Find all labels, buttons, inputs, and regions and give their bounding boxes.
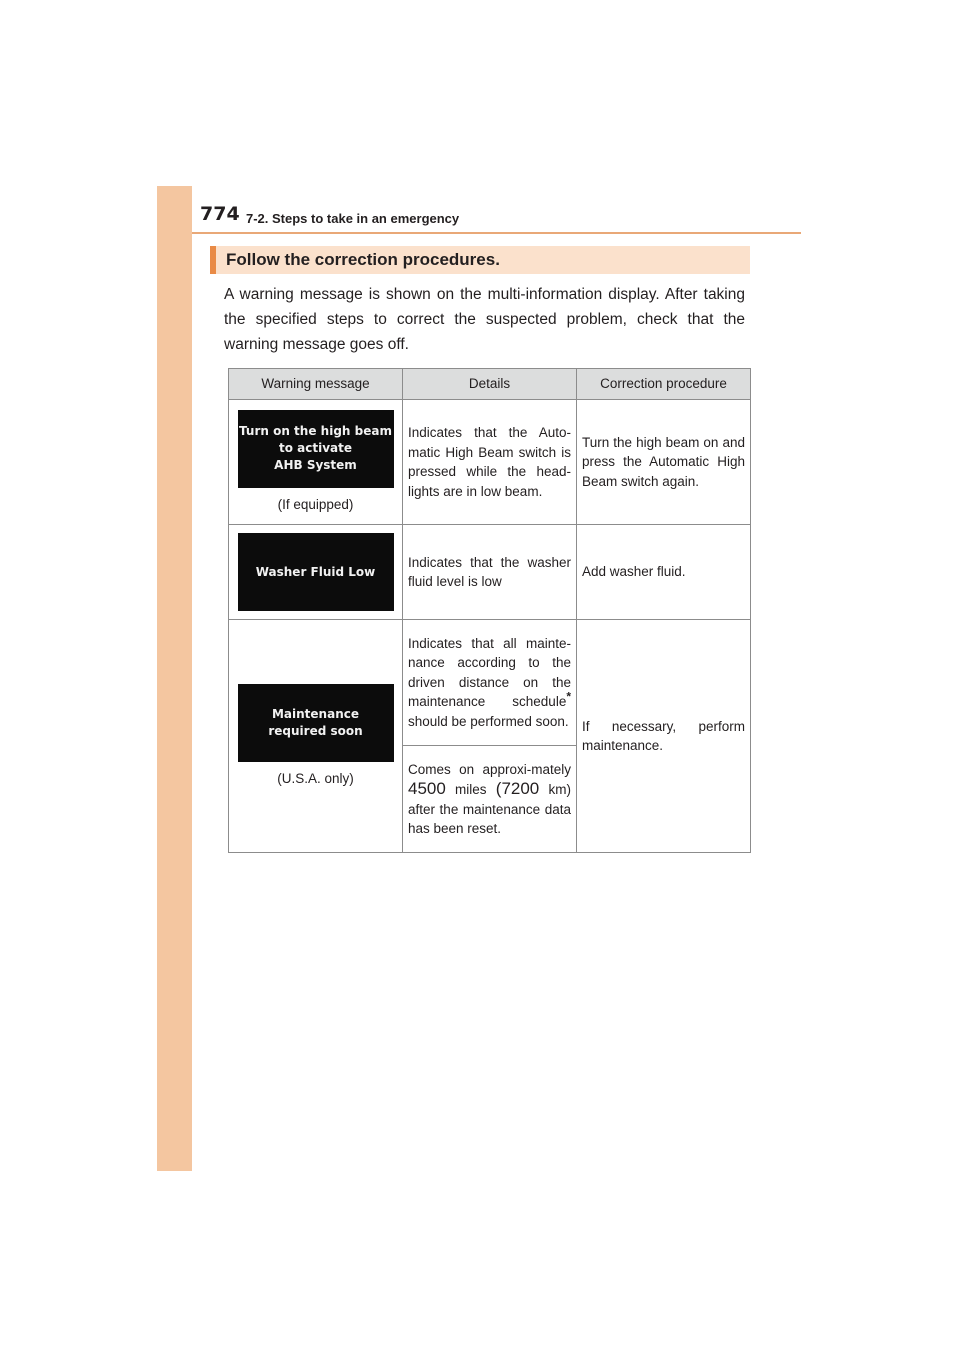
sub-heading-title: Follow the correction procedures. <box>226 250 500 269</box>
intro-paragraph: A warning message is shown on the multi-information display. After taking the specified steps to correct the suspected problem, check that the warning message goes off. <box>224 286 745 353</box>
procedure-cell: Turn the high beam on and press the Automatic High Beam switch again. <box>577 400 751 525</box>
page-number: 774 <box>200 203 240 225</box>
display-screen-image <box>238 533 394 611</box>
column-header-correction-procedure: Correction procedure <box>577 369 751 400</box>
side-tab-band <box>157 186 192 1171</box>
details-cell <box>403 746 577 853</box>
warning-message-cell <box>229 620 403 853</box>
display-text: Washer Fluid Low <box>255 564 376 579</box>
miles-unit: miles <box>455 782 487 797</box>
header-rule <box>192 232 801 234</box>
procedure-cell: Add washer fluid. <box>577 525 751 620</box>
table-row <box>229 525 751 620</box>
procedure-cell: If necessary, perform maintenance. <box>577 620 751 853</box>
column-header-details: Details <box>403 369 577 400</box>
section-title: 7-2. Steps to take in an emergency <box>246 211 460 226</box>
column-header-warning-message: Warning message <box>229 369 403 400</box>
miles-value: 4500 <box>408 779 446 798</box>
table-row <box>229 620 751 746</box>
details-cell: Indicates that the washer fluid level is low <box>403 525 577 620</box>
details-cell: Indicates that the Auto-matic High Beam switch is pressed while the head-lights are in low beam. <box>403 400 577 525</box>
region-note: (U.S.A. only) <box>277 770 354 786</box>
equipment-note: (If equipped) <box>277 496 354 512</box>
warning-message-cell <box>229 525 403 620</box>
warning-message-cell <box>229 400 403 525</box>
display-text: Turn on the high beam to activate AHB System <box>239 424 392 473</box>
details-text-end: km) after the maintenance data has been reset. <box>408 782 571 836</box>
display-screen-image <box>238 684 394 762</box>
details-cell <box>403 620 577 746</box>
display-text: Maintenance required soon <box>268 706 363 738</box>
km-value: (7200 <box>495 779 540 798</box>
details-text-end: should be performed soon. <box>408 713 569 729</box>
warning-message-table <box>228 368 751 853</box>
details-text: Indicates that all mainte-nance according to the driven distance on the maintenance schedule <box>408 635 571 710</box>
table-header-row <box>229 369 751 400</box>
footnote-asterisk: * <box>566 689 571 704</box>
sub-heading-bar <box>210 246 750 274</box>
table-row <box>229 400 751 525</box>
details-text: Comes on approxi-mately <box>408 761 571 777</box>
display-screen-image <box>238 410 394 488</box>
